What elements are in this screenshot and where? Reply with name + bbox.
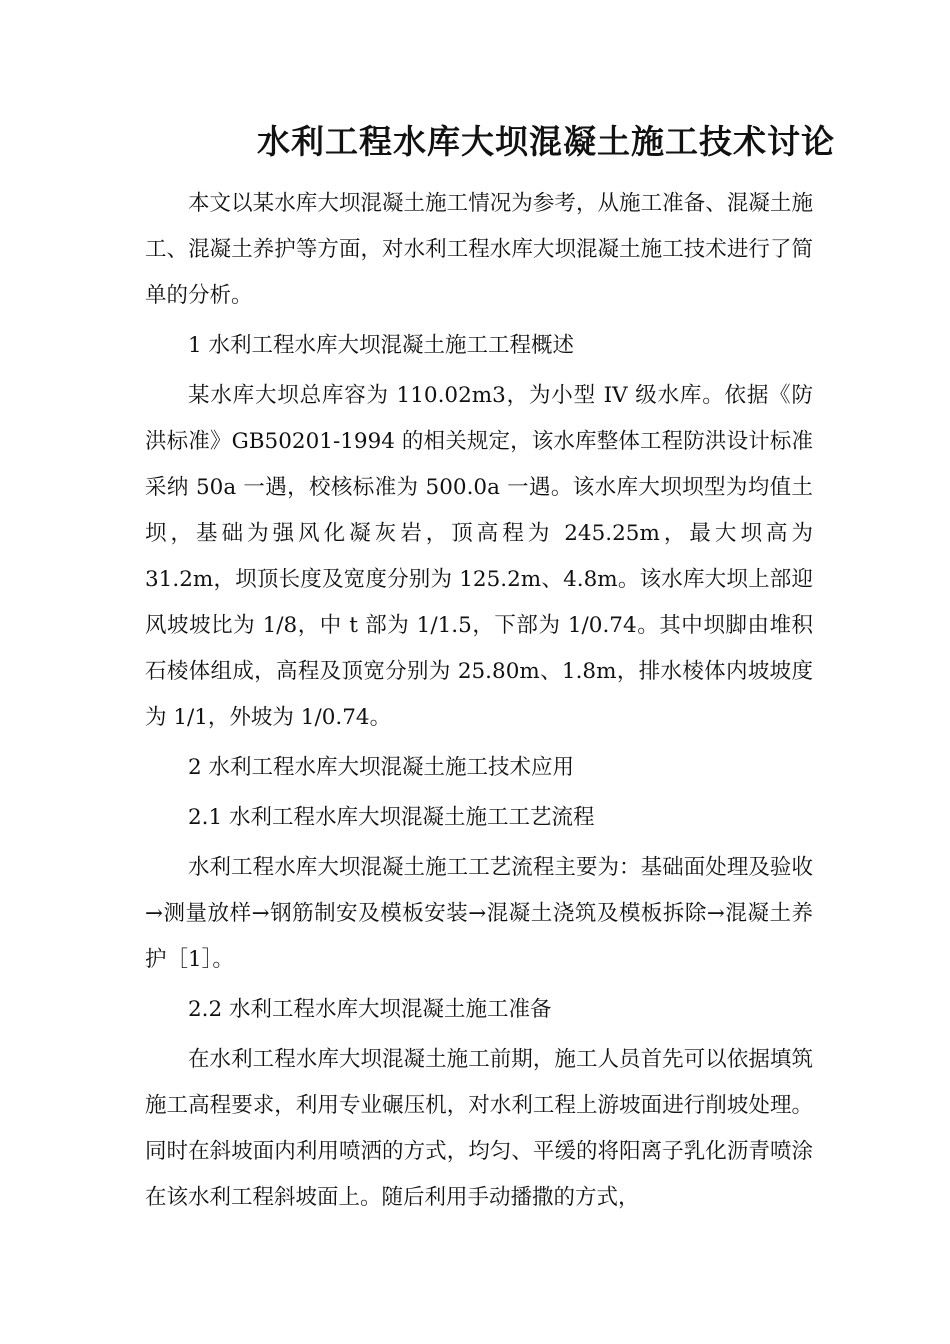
section-2-1-heading: 2.1 水利工程水库大坝混凝土施工工艺流程 xyxy=(188,805,595,830)
section-1-paragraph: 某水库大坝总库容为 110.02m3，为小型 IV 级水库。依据《防洪标准》GB50201-1994 的相关规定，该水库整体工程防洪设计标准采纳 50a 一遇，校核标准为 500.0a 一遇。该水库大坝坝型为均值土坝，基础为强风化凝灰岩，顶高程为 245.25m，最大坝高为 31.2m，坝顶长度及宽度分别为 125.2m、4.8m。该水库大坝上部迎风坡坡比为 1/8，中 t 部为 1/1.5，下部为 1/0.74。其中坝脚由堆积石棱体组成，高程及顶宽分别为 25.80m、1.8m，排水棱体内坡坡度为 1/1，外坡为 1/0.74。 xyxy=(145,383,813,730)
section-2-2-heading: 2.2 水利工程水库大坝混凝土施工准备 xyxy=(188,997,552,1022)
section-2-heading: 2 水利工程水库大坝混凝土施工技术应用 xyxy=(188,755,575,780)
section-2-1-paragraph: 水利工程水库大坝混凝土施工工艺流程主要为：基础面处理及验收→测量放样→钢筋制安及模板安装→混凝土浇筑及模板拆除→混凝土养护［1］。 xyxy=(145,855,813,972)
section-2-2-paragraph: 在水利工程水库大坝混凝土施工前期，施工人员首先可以依据填筑施工高程要求，利用专业碾压机，对水利工程上游坡面进行削坡处理。同时在斜坡面内利用喷洒的方式，均匀、平缓的将阳离子乳化沥青喷涂在该水利工程斜坡面上。随后利用手动播撒的方式， xyxy=(145,1047,813,1210)
document-title: 水利工程水库大坝混凝土施工技术讨论 xyxy=(257,122,835,161)
document-body xyxy=(145,181,813,1225)
section-1-heading: 1 水利工程水库大坝混凝土施工工程概述 xyxy=(188,333,575,358)
intro-paragraph: 本文以某水库大坝混凝土施工情况为参考，从施工准备、混凝土施工、混凝土养护等方面，对水利工程水库大坝混凝土施工技术进行了简单的分析。 xyxy=(145,191,813,308)
